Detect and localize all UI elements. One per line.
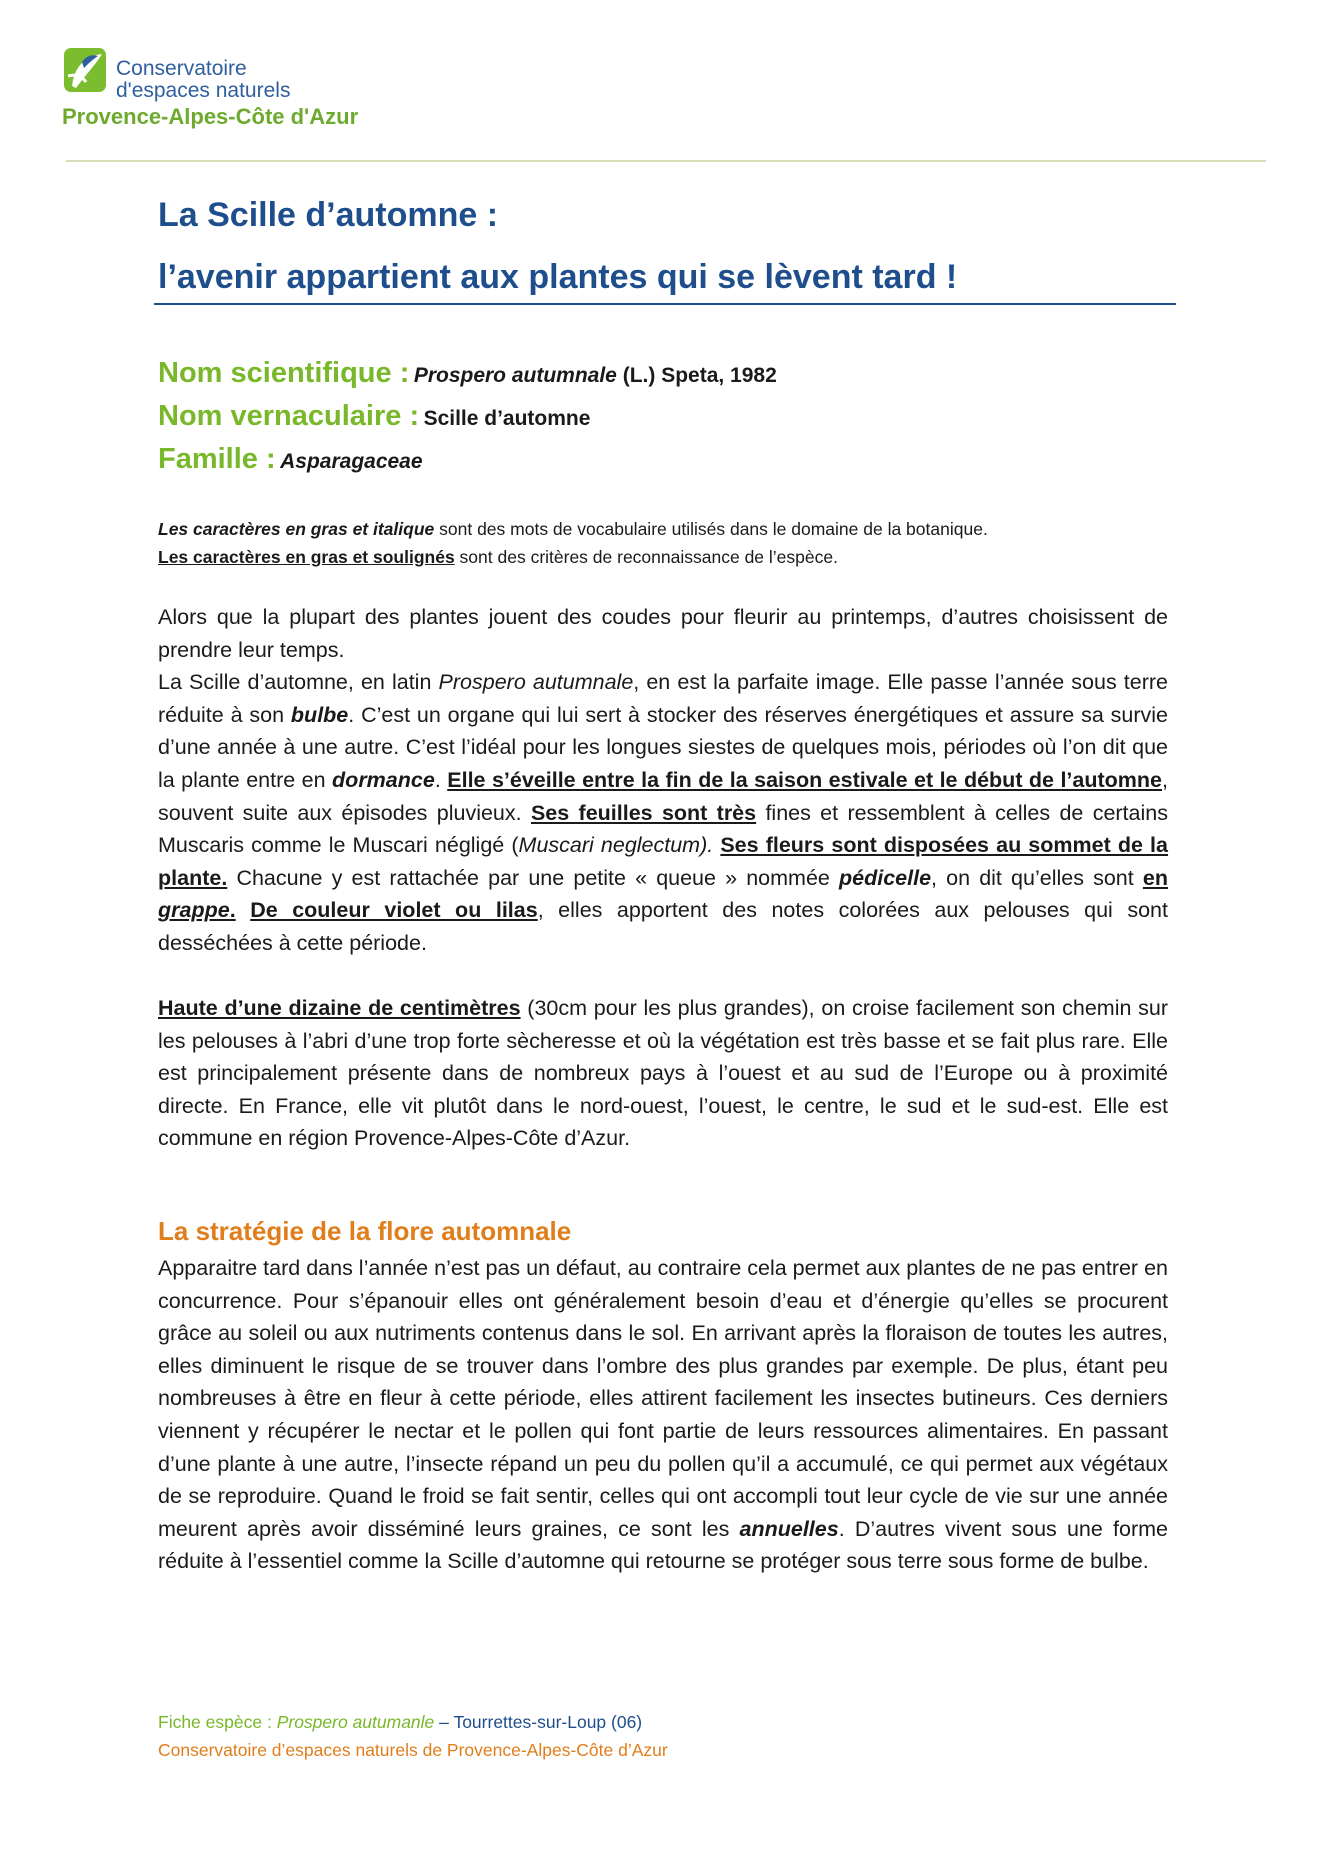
p1-seg: . [434, 767, 441, 792]
p2-seg: (30cm pour les plus grandes), on croise facilement son chemin sur les pelouses à l’abri d’une trop forte sècheresse et où la végétation est très basse et se fait plus rare. Elle est principalement présente dans de nombreux pays à l’ouest et au sud de l’Europe ou à proximité directe. En France, elle vit plutôt dans le nord-ouest, l’ouest, le centre, le sud et le sud-est. Elle est commune en région Provence-Alpes-Côte d’Azur. [158, 996, 1168, 1151]
p1-seg: , en est la parfaite image. Elle passe l’année sous terre réduite à son [158, 670, 1168, 727]
species-names [158, 352, 777, 481]
p1-seg: Prospero autumnale [438, 670, 634, 695]
legend-line-1 [158, 515, 988, 543]
family-row [158, 438, 777, 481]
family-value: Asparagaceae [280, 450, 423, 473]
criterion-height: Haute d’une dizaine de centimètres [158, 996, 521, 1020]
legend-bold-underline-text: sont des critères de reconnaissance de l’espèce. [459, 547, 838, 567]
legend-bold-underline-key: Les caractères en gras et soulignés [158, 547, 455, 567]
page-title [158, 192, 1174, 300]
criterion-flowers: Ses fleurs sont disposées au sommet de la plante. [158, 833, 1168, 890]
term-pedicelle: pédicelle [839, 865, 932, 890]
p1-seg: . [229, 898, 236, 923]
criterion-flowering-period: Elle s’éveille entre la fin de la saison estivale et le début de l’automne [447, 767, 1162, 792]
paragraph-habitat [158, 992, 1168, 1155]
family-label: Famille : [158, 443, 276, 475]
title-line-2: l’avenir appartient aux plantes qui se lèvent tard ! [158, 258, 958, 296]
footer-line-2: Conservatoire d’espaces naturels de Provence-Alpes-Côte d’Azur [158, 1740, 668, 1760]
p3-seg: Apparaitre tard dans l’année n’est pas un défaut, au contraire cela permet aux plantes de ne pas entrer en concurrence. Pour s’épanouir elles ont généralement besoin d’eau et d’énergie qu’elles se procurent grâce au soleil ou aux nutriments contenus dans le sol. En arrivant après la floraison de toutes les autres, elles diminuent le risque de se trouver dans l’ombre des plus grandes par exemple. De plus, étant peu nombreuses à être en fleur à cette période, elles attirent facilement les insectes butineurs. Ces derniers viennent y récupérer le nectar et le pollen qui font partie de leurs ressources alimentaires. En passant d’une plante à une autre, l’insecte répand un peu du pollen qu’il a accumulé, ce qui permet aux végétaux de se reproduire. Quand le froid se fait sentir, celles qui ont accompli tout leur cycle de vie sur une année meurent après avoir disséminé leurs graines, ce sont les [158, 1256, 1168, 1541]
footer-prefix: Fiche espèce : [158, 1712, 272, 1732]
vernacular-name-label: Nom vernaculaire : [158, 400, 420, 432]
term-grappe: grappe [158, 898, 230, 923]
p1-seg: , souvent suite aux épisodes pluvieux. [158, 767, 1168, 825]
criterion-leaves: Ses feuilles sont très [530, 800, 757, 825]
p1-seg: Muscari neglectum). [518, 833, 714, 858]
logo [62, 46, 382, 132]
legend-bold-italic-key: Les caractères en gras et italique [158, 519, 435, 539]
footer-place: – Tourrettes-sur-Loup (06) [439, 1712, 643, 1732]
logo-line-2: d'espaces naturels [116, 79, 291, 102]
logo-leaf-icon [62, 46, 112, 98]
term-dormance: dormance [332, 767, 435, 792]
criterion-color: De couleur violet ou lilas [250, 898, 538, 923]
logo-line-3: Provence-Alpes-Côte d'Azur [62, 104, 359, 129]
header-divider [66, 160, 1266, 162]
term-annuelles: annuelles [739, 1516, 839, 1541]
term-bulbe: bulbe [290, 702, 349, 727]
scientific-name-species: Prospero autumnale [413, 364, 617, 387]
p1-seg: La Scille d’automne, en latin [158, 670, 432, 695]
p3-seg: . D’autres vivent sous une forme réduite à l’essentiel comme la Scille d’automne qui retourne se protéger sous terre sous forme de bulbe. [158, 1516, 1168, 1574]
scientific-name-row [158, 352, 777, 395]
p1-seg: Chacune y est rattachée par une petite « queue » nommée [236, 865, 830, 890]
footer [158, 1708, 668, 1764]
p1-seg: fines et ressemblent à celles de certains Muscaris comme le Muscari négligé ( [158, 800, 1168, 858]
paragraph-description [158, 601, 1168, 960]
logo-line-1: Conservatoire [116, 57, 247, 80]
p1-seg: , on dit qu’elles sont [931, 865, 1134, 890]
section-title: La stratégie de la flore automnale [158, 1216, 572, 1246]
p1-seg: , elles apportent des notes colorées aux pelouses qui sont desséchées à cette période. [158, 898, 1168, 955]
footer-species: Prospero autumanle [276, 1712, 435, 1732]
vernacular-name-value: Scille d’automne [423, 407, 591, 430]
legend-bold-italic-text: sont des mots de vocabulaire utilisés dans le domaine de la botanique. [439, 519, 988, 539]
p1-seg: Alors que la plupart des plantes jouent des coudes pour fleurir au printemps, d’autres choisissent de prendre leur temps. [158, 605, 1168, 662]
legend-line-2 [158, 543, 988, 571]
criterion-grappe-prefix: en [1142, 865, 1168, 890]
scientific-name-author: (L.) Speta, 1982 [622, 364, 777, 387]
paragraph-strategy [158, 1252, 1168, 1578]
vernacular-name-row [158, 395, 777, 438]
scientific-name-label: Nom scientifique : [158, 357, 410, 389]
title-line-1: La Scille d’automne : [158, 196, 499, 234]
footer-line-1 [158, 1708, 668, 1736]
title-underline [154, 303, 1176, 305]
p1-seg: . C’est un organe qui lui sert à stocker des réserves énergétiques et assure sa survie d’une année à une autre. C’est l’idéal pour les longues siestes de quelques mois, périodes où l’on dit que la plante entre en [158, 702, 1168, 792]
typography-legend [158, 515, 988, 571]
